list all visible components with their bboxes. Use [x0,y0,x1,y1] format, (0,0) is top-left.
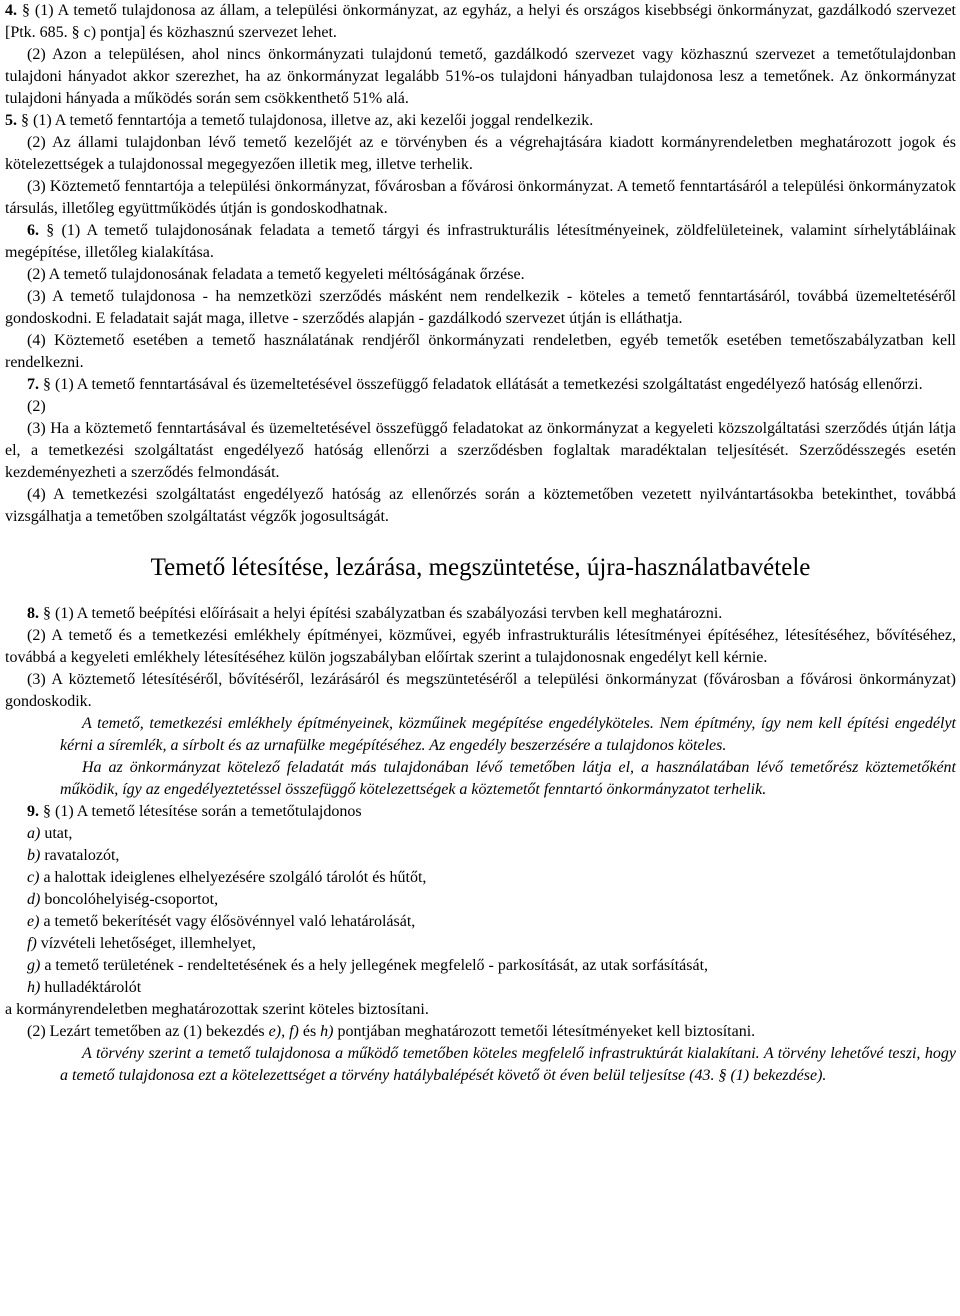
section-8-commentary-2: Ha az önkormányzat kötelező feladatát más tulajdonában lévő temetőben látja el, a használatában lévő temetőrész köztemetőként működik, így az engedélyeztetéssel összefüggő kötelezettségek a köztemetőt fenntartó önkormányzatot terhelik. [60,759,956,798]
section-4-text-1: § (1) A temető tulajdonosa az állam, a települési önkormányzat, az egyház, a helyi és országos kisebbségi önkormányzat, gazdálkodó szervezet [Ptk. 685. § c) pontja] és közhasznú szervezet lehet. [5,2,957,41]
section-6-number: 6. [27,222,39,239]
section-4-number: 4. [5,2,17,19]
section-9-p2-ref-ef: e), f) [268,1023,299,1040]
section-7-paragraph-3: (3) Ha a köztemető fenntartásával és üzemeltetésével összefüggő feladatokat az önkormányzat a kegyeleti közszolgáltatási szerződés útján látja el, a temetkezési szolgáltatást engedélyező hatóság ellenőrzi a szerződésben foglaltak maradéktalan teljesítését. Szerződésszegés esetén kezdeményezheti a szerződés felmondását. [5,420,956,481]
list-item-text: hulladéktárolót [40,979,142,996]
section-7-number: 7. [27,376,39,393]
section-4-paragraph-2: (2) Azon a településen, ahol nincs önkormányzati tulajdonú temető, gazdálkodó szervezet vagy közhasznú szervezet a temetőtulajdonban tulajdoni hányadot akkor szerezhet, ha az önkormányzat legalább 51%-os tulajdoni hányadban tulajdonosa lesz a temetőnek. Az önkormányzat tulajdoni hányada a működés során sem csökkenthető 51% alá. [5,46,956,107]
section-9-text-1: § (1) A temető létesítése során a temetőtulajdonos [43,803,362,820]
list-item-letter: e) [27,913,40,930]
section-9-p2-ref-h: h) [320,1023,334,1040]
list-item-letter: h) [27,979,41,996]
section-9-paragraph-2 [5,1021,956,1043]
list-item-letter: a) [27,825,41,842]
list-item-text: utat, [40,825,73,842]
section-5-paragraph-1 [5,110,956,132]
section-8-paragraph-3: (3) A köztemető létesítéséről, bővítéséről, lezárásáról és megszüntetéséről a települési önkormányzat (fővárosban a fővárosi önkormányzat) gondoskodik. [5,671,956,710]
list-item-letter: f) [27,935,37,952]
chapter-heading: Temető létesítése, lezárása, megszüntetése, újra-használatbavétele [150,554,811,581]
section-8-text-1: § (1) A temető beépítési előírásait a helyi építési szabályzatban és szabályozási tervben kell meghatározni. [43,605,723,622]
section-7-paragraph-2: (2) [27,398,46,415]
section-7-paragraph-4: (4) A temetkezési szolgáltatást engedélyező hatóság az ellenőrzés során a köztemetőben vezetett nyilvántartásokba betekinthet, továbbá vizsgálhatja a temetőben szolgáltatást végzők jogosultságát. [5,486,956,525]
section-8-number: 8. [27,605,39,622]
list-item-c [27,867,956,889]
section-6-text-1: § (1) A temető tulajdonosának feladata a temető tárgyi és infrastrukturális létesítményeinek, zöldfelületeinek, valamint sírhelytábláinak megépítése, illetőleg kialakítása. [5,222,957,261]
list-item-text: vízvételi lehetőséget, illemhelyet, [36,935,256,952]
list-item-h [27,977,956,999]
section-9-list-closing: a kormányrendeletben meghatározottak szerint köteles biztosítani. [5,1001,429,1018]
section-8-paragraph-1 [5,603,956,625]
section-6-paragraph-2: (2) A temető tulajdonosának feladata a temető kegyeleti méltóságának őrzése. [27,266,525,283]
list-item-letter: b) [27,847,41,864]
section-5-text-1: § (1) A temető fenntartója a temető tulajdonosa, illetve az, aki kezelői joggal rendelkezik. [21,112,594,129]
list-item-text: a temető területének - rendeltetésének és a hely jellegének megfelelő - parkosítását, az utak sorfásítását, [40,957,709,974]
section-9-number: 9. [27,803,39,820]
list-item-letter: d) [27,891,41,908]
section-7-text-1: § (1) A temető fenntartásával és üzemeltetésével összefüggő feladatok ellátását a temetkezési szolgáltatást engedélyező hatóság ellenőrzi. [43,376,923,393]
list-item-b [27,845,956,867]
section-5-paragraph-2: (2) Az állami tulajdonban lévő temető kezelőjét az e törvényben és a végrehajtására kiadott kormányrendeletben meghatározott jogok és kötelezettségek a tulajdonossal megegyezően illetik meg, illetve terhelik. [5,134,956,173]
section-4-paragraph-1 [5,0,956,44]
list-item-f [27,933,956,955]
section-6-paragraph-1 [5,220,956,264]
list-item-e [27,911,956,933]
list-item-letter: c) [27,869,40,886]
list-item-letter: g) [27,957,41,974]
section-9-p2-text-c: és [298,1023,321,1040]
list-item-g [27,955,956,977]
section-6-paragraph-3: (3) A temető tulajdonosa - ha nemzetközi szerződés másként nem rendelkezik - köteles a temető fenntartásáról, továbbá üzemeltetéséről gondoskodni. E feladatait saját maga, illetve - szerződés alapján - gazdálkodó szervezet útján is elláthatja. [5,288,956,327]
section-8-paragraph-2: (2) A temető és a temetkezési emlékhely építményei, közművei, egyéb infrastrukturális létesítményei építéséhez, létesítéséhez, bővítéséhez, továbbá a kegyeleti emlékhely létesítéséhez külön jogszabályban előírtak szerint a tulajdonosnak engedélyt kell kérnie. [5,627,956,666]
list-item-text: ravatalozót, [40,847,120,864]
list-item-a [27,823,956,845]
section-9-p2-text-a: (2) Lezárt temetőben az (1) bekezdés [27,1023,269,1040]
section-9-paragraph-1 [5,801,956,823]
section-6-paragraph-4: (4) Köztemető esetében a temető használatának rendjéről önkormányzati rendeletben, egyéb temetők esetében temetőszabályzatban kell rendelkezni. [5,332,956,371]
list-item-text: a halottak ideiglenes elhelyezésére szolgáló tárolót és hűtőt, [39,869,427,886]
list-item-d [27,889,956,911]
section-5-number: 5. [5,112,17,129]
list-item-text: boncolóhelyiség-csoportot, [40,891,219,908]
section-9-p2-text-e: pontjában meghatározott temetői létesítményeket kell biztosítani. [333,1023,756,1040]
section-5-paragraph-3: (3) Köztemető fenntartója a települési önkormányzat, fővárosban a fővárosi önkormányzat. A temető fenntartásáról a települési önkormányzatok társulás, illetőleg együttműködés útján is gondoskodhatnak. [5,178,956,217]
section-9-commentary: A törvény szerint a temető tulajdonosa a működő temetőben köteles megfelelő infrastruktúrát kialakítani. A törvény lehetővé teszi, hogy a temető tulajdonosa ezt a kötelezettséget a törvény hatálybalépését követő öt éven belül teljesítse (43. § (1) bekezdése). [60,1045,956,1084]
list-item-text: a temető bekerítését vagy élősövénnyel való lehatárolását, [39,913,416,930]
section-7-paragraph-1 [5,374,956,396]
section-8-commentary-1: A temető, temetkezési emlékhely építményeinek, közműinek megépítése engedélyköteles. Nem építmény, így nem kell építési engedélyt kérni a síremlék, a sírbolt és az urnafülke megépítéséhez. Az engedély beszerzésére a tulajdonos köteles. [60,715,956,754]
